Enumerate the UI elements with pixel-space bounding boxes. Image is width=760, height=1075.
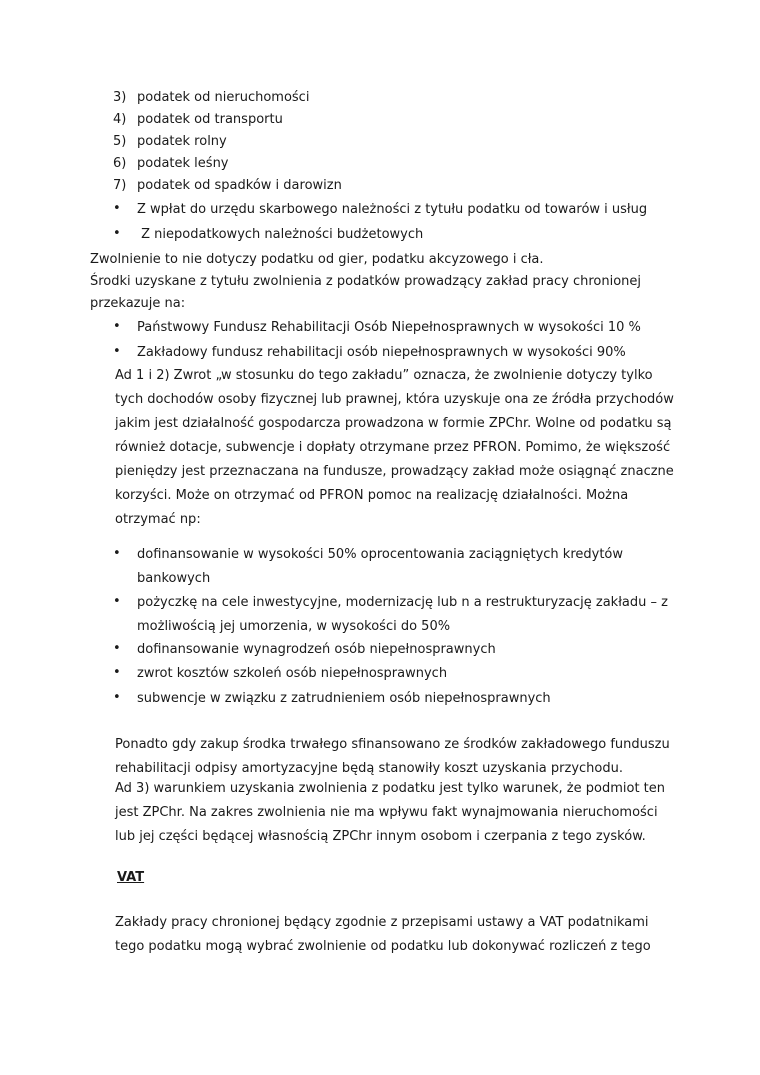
bullet-icon: • bbox=[113, 594, 121, 609]
bullet-icon: • bbox=[113, 344, 121, 359]
heading-vat: VAT bbox=[117, 870, 145, 885]
list-item: subwencje w związku z zatrudnieniem osób niepełnosprawnych bbox=[137, 691, 551, 706]
list-item-continuation: bankowych bbox=[137, 571, 211, 586]
list-item: dofinansowanie w wysokości 50% oprocentowania zaciągniętych kredytów bbox=[137, 547, 624, 562]
list-item: Z wpłat do urzędu skarbowego należności z tytułu podatku od towarów i usług bbox=[137, 202, 648, 217]
bullet-icon: • bbox=[113, 546, 121, 561]
paragraph: Zwolnienie to nie dotyczy podatku od gier, podatku akcyzowego i cła. bbox=[90, 252, 544, 267]
bullet-icon: • bbox=[113, 690, 121, 705]
bullet-icon: • bbox=[113, 201, 121, 216]
bullet-icon: • bbox=[113, 319, 121, 334]
bullet-icon: • bbox=[113, 226, 121, 241]
list-item: Z niepodatkowych należności budżetowych bbox=[137, 227, 424, 242]
list-item-continuation: możliwością jej umorzenia, w wysokości do 50% bbox=[137, 619, 451, 634]
list-item: pożyczkę na cele inwestycyjne, modernizację lub n a restrukturyzację zakładu – z bbox=[137, 595, 668, 610]
list-item: Państwowy Fundusz Rehabilitacji Osób Niepełnosprawnych w wysokości 10 % bbox=[137, 320, 641, 335]
bullet-icon: • bbox=[113, 665, 121, 680]
list-item: Zakładowy fundusz rehabilitacji osób niepełnosprawnych w wysokości 90% bbox=[137, 345, 626, 360]
bullet-icon: • bbox=[113, 641, 121, 656]
list-item: zwrot kosztów szkoleń osób niepełnosprawnych bbox=[137, 666, 448, 681]
list-item: dofinansowanie wynagrodzeń osób niepełnosprawnych bbox=[137, 642, 496, 657]
